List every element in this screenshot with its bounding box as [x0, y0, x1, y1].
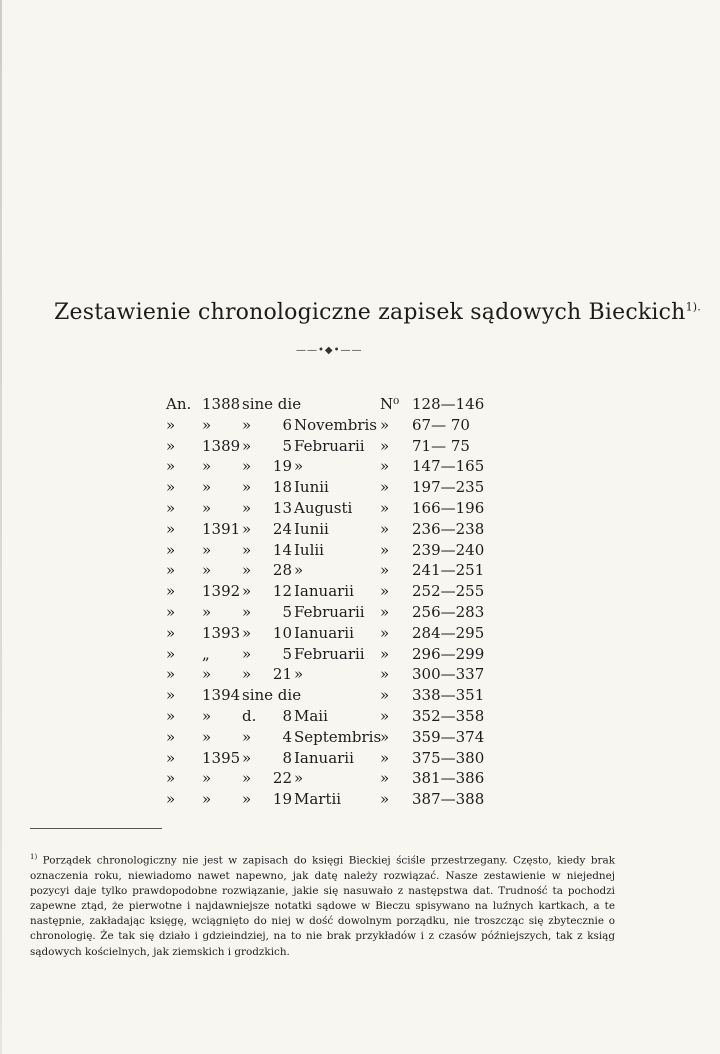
- row-range: 387—388: [412, 790, 485, 809]
- row-day: 5: [282, 602, 292, 621]
- row-day-prefix: »: [242, 748, 252, 767]
- row-prefix: »: [166, 540, 176, 559]
- row-number-mark: »: [380, 478, 390, 497]
- row-day: 19: [272, 790, 292, 809]
- row-year: 1391: [202, 519, 241, 538]
- row-range: 352—358: [412, 706, 485, 725]
- row-number-mark: »: [380, 790, 390, 809]
- row-number-mark: »: [380, 727, 390, 746]
- table-row: [166, 728, 496, 749]
- table-row: [166, 790, 496, 811]
- table-row: [166, 395, 496, 416]
- row-range: 239—240: [412, 540, 485, 559]
- row-prefix: »: [166, 727, 176, 746]
- row-range: 67— 70: [412, 415, 470, 434]
- row-prefix: »: [166, 478, 176, 497]
- row-year: »: [202, 790, 212, 809]
- row-day: 18: [272, 478, 292, 497]
- table-row: [166, 665, 496, 686]
- row-prefix: »: [166, 644, 176, 663]
- row-month: »: [294, 561, 304, 580]
- row-day-prefix: »: [242, 623, 252, 642]
- row-month: Novembris: [294, 415, 377, 434]
- row-year: „: [202, 644, 210, 663]
- row-day: 14: [272, 540, 292, 559]
- row-range: 284—295: [412, 623, 485, 642]
- row-year: »: [202, 727, 212, 746]
- row-day: 4: [282, 727, 292, 746]
- row-range: 381—386: [412, 769, 485, 788]
- row-month: Augusti: [294, 498, 353, 517]
- row-year: 1389: [202, 436, 241, 455]
- footnote-mark: 1): [30, 853, 38, 861]
- row-day-prefix: sine die: [242, 395, 302, 413]
- row-prefix: »: [166, 498, 176, 517]
- row-range: 300—337: [412, 665, 485, 684]
- row-number-mark: »: [380, 706, 390, 725]
- row-year: »: [202, 415, 212, 434]
- table-row: [166, 416, 496, 437]
- row-prefix: An.: [166, 395, 192, 413]
- row-prefix: »: [166, 748, 176, 767]
- row-day-prefix: »: [242, 644, 252, 663]
- table-row: [166, 457, 496, 478]
- row-range: 71— 75: [412, 436, 470, 455]
- row-prefix: »: [166, 686, 176, 705]
- row-day-prefix: »: [242, 498, 252, 517]
- row-month: »: [294, 457, 304, 476]
- table-row: [166, 624, 496, 645]
- row-number-mark: »: [380, 686, 390, 705]
- row-month: Februarii: [294, 644, 365, 663]
- row-year: »: [202, 540, 212, 559]
- row-day: 22: [272, 769, 292, 788]
- row-year: 1395: [202, 748, 241, 767]
- row-year: 1388: [202, 395, 241, 413]
- row-number-mark: »: [380, 457, 390, 476]
- row-day-prefix: »: [242, 582, 252, 601]
- row-day-prefix: »: [242, 519, 252, 538]
- row-range: 236—238: [412, 519, 485, 538]
- row-prefix: »: [166, 436, 176, 455]
- row-month: Ianuarii: [294, 582, 354, 601]
- row-year: »: [202, 706, 212, 725]
- row-day-prefix: »: [242, 478, 252, 497]
- row-range: 197—235: [412, 478, 485, 497]
- chronology-table: [166, 395, 496, 811]
- row-prefix: »: [166, 790, 176, 809]
- row-prefix: »: [166, 519, 176, 538]
- row-prefix: »: [166, 561, 176, 580]
- page-edge: [0, 0, 2, 1054]
- row-month: Iunii: [294, 478, 329, 497]
- table-row: [166, 769, 496, 790]
- row-day-prefix: »: [242, 436, 252, 455]
- row-day-prefix: »: [242, 790, 252, 809]
- row-year: »: [202, 498, 212, 517]
- row-month: Ianuarii: [294, 748, 354, 767]
- table-row: [166, 561, 496, 582]
- row-day-prefix: »: [242, 540, 252, 559]
- row-range: 256—283: [412, 602, 485, 621]
- row-range: 252—255: [412, 582, 485, 601]
- row-day: 6: [282, 415, 292, 434]
- title-footnote-mark: 1).: [685, 300, 701, 314]
- row-day-prefix: d.: [242, 706, 257, 725]
- row-range: 359—374: [412, 727, 485, 746]
- row-number-mark: »: [380, 665, 390, 684]
- footnote-text: Porządek chronologiczny nie jest w zapisach do księgi Bieckiej ściśle przestrzegany. Często, kiedy brak oznaczenia roku, niewiadomo nawet napewno, jak datę należy rozwiązać. Nasze zestawienie w niejednej pozycyi daje tylko prawdopodobne rozwiązanie, jakie się nasuwało z następstwa dat. Trudność ta pochodzi zapewne ztąd, że pierwotne i najdawniejsze notatki sądowe w Bieczu spisywano na luźnych kartkach, a te następnie, zakładając księgę, wciągnięto do niej w dość dowolnym porządku, nie troszcząc się zbytecznie o chronologię. Że tak się działo i gdzieindziej, na to nie brak przykładów i z czasów późniejszych, tak z ksiąg sądowych kościelnych, jak ziemskich i grodzkich.: [30, 854, 615, 958]
- row-range: 296—299: [412, 644, 485, 663]
- table-row: [166, 707, 496, 728]
- row-number-mark: »: [380, 415, 390, 434]
- row-month: Maii: [294, 706, 328, 725]
- table-row: [166, 603, 496, 624]
- table-row: [166, 686, 496, 707]
- row-number-mark: »: [380, 602, 390, 621]
- row-prefix: »: [166, 769, 176, 788]
- table-row: [166, 749, 496, 770]
- row-day-prefix: »: [242, 561, 252, 580]
- row-month: Iunii: [294, 519, 329, 538]
- row-number-mark: »: [380, 623, 390, 642]
- row-day-prefix: »: [242, 665, 252, 684]
- row-year: »: [202, 457, 212, 476]
- row-month: Iulii: [294, 540, 324, 559]
- row-number-mark: »: [380, 748, 390, 767]
- row-number-mark: N⁰: [380, 395, 400, 413]
- row-month: »: [294, 769, 304, 788]
- row-number-mark: »: [380, 644, 390, 663]
- row-year: »: [202, 561, 212, 580]
- row-number-mark: »: [380, 436, 390, 455]
- row-range: 241—251: [412, 561, 485, 580]
- footnote: [30, 850, 615, 960]
- row-day: 21: [272, 665, 292, 684]
- table-row: [166, 645, 496, 666]
- row-number-mark: »: [380, 582, 390, 601]
- row-prefix: »: [166, 602, 176, 621]
- row-day: 19: [272, 457, 292, 476]
- table-row: [166, 478, 496, 499]
- row-day-prefix: »: [242, 415, 252, 434]
- row-year: 1393: [202, 623, 241, 642]
- row-year: »: [202, 478, 212, 497]
- table-row: [166, 520, 496, 541]
- row-day-prefix: »: [242, 727, 252, 746]
- row-range: 375—380: [412, 748, 485, 767]
- row-year: 1394: [202, 686, 241, 705]
- row-day: 13: [272, 498, 292, 517]
- row-day-prefix: »: [242, 769, 252, 788]
- row-prefix: »: [166, 665, 176, 684]
- row-day: 10: [272, 623, 292, 642]
- row-day: 5: [282, 644, 292, 663]
- row-prefix: »: [166, 623, 176, 642]
- row-range: 147—165: [412, 457, 485, 476]
- row-range: 166—196: [412, 498, 485, 517]
- row-prefix: »: [166, 457, 176, 476]
- row-day: 24: [272, 519, 292, 538]
- page-title: [54, 300, 701, 325]
- title-text: Zestawienie chronologiczne zapisek sądowych Bieckich: [54, 300, 686, 325]
- row-day-prefix: »: [242, 457, 252, 476]
- row-number-mark: »: [380, 519, 390, 538]
- row-month: Septembris: [294, 727, 382, 746]
- table-row: [166, 582, 496, 603]
- row-month: Februarii: [294, 602, 365, 621]
- row-day: 8: [282, 706, 292, 725]
- table-row: [166, 541, 496, 562]
- row-range: 338—351: [412, 686, 485, 705]
- row-year: »: [202, 602, 212, 621]
- row-prefix: »: [166, 706, 176, 725]
- row-number-mark: »: [380, 561, 390, 580]
- table-row: [166, 499, 496, 520]
- row-day-prefix: sine die: [242, 686, 302, 705]
- row-year: 1392: [202, 582, 241, 601]
- row-month: »: [294, 665, 304, 684]
- row-day-prefix: »: [242, 602, 252, 621]
- row-month: Ianuarii: [294, 623, 354, 642]
- row-month: Februarii: [294, 436, 365, 455]
- row-prefix: »: [166, 415, 176, 434]
- row-day: 12: [272, 582, 292, 601]
- row-month: Martii: [294, 790, 342, 809]
- row-day: 28: [272, 561, 292, 580]
- row-range: 128—146: [412, 395, 485, 413]
- row-number-mark: »: [380, 769, 390, 788]
- row-number-mark: »: [380, 540, 390, 559]
- table-row: [166, 437, 496, 458]
- footnote-rule: [30, 828, 162, 829]
- row-day: 8: [282, 748, 292, 767]
- title-ornament: ——•◆•——: [296, 345, 363, 356]
- row-year: »: [202, 769, 212, 788]
- row-number-mark: »: [380, 498, 390, 517]
- row-day: 5: [282, 436, 292, 455]
- row-year: »: [202, 665, 212, 684]
- row-prefix: »: [166, 582, 176, 601]
